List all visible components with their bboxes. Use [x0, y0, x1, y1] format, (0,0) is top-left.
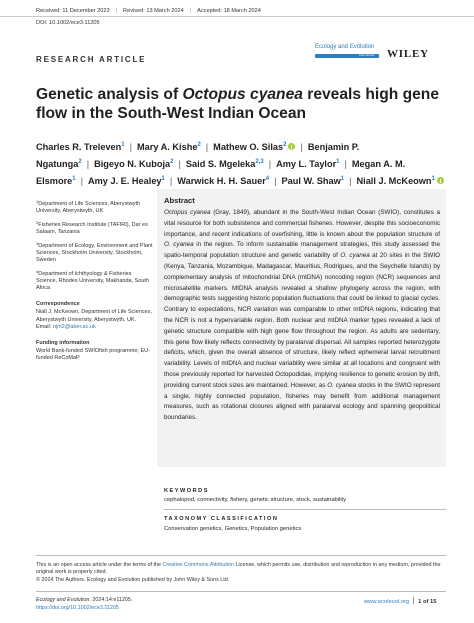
author-separator: |: [205, 142, 209, 152]
abstract-seg-2: in the region. To inform sustainable management strategies, this study assessed the spatio-temporal population structure and genetic variability of: [164, 241, 440, 260]
orcid-icon[interactable]: [437, 177, 444, 184]
author-affiliation-ref: 4: [265, 176, 270, 183]
author: [36, 142, 125, 152]
email-link[interactable]: njm2@aber.ac.uk: [52, 323, 96, 330]
citation-journal: Ecology and Evolution: [36, 597, 90, 603]
footer-divider: [36, 591, 446, 592]
publisher-logo[interactable]: WILEY: [387, 48, 429, 60]
author: [177, 176, 269, 186]
abstract-species-2: O. cyanea: [164, 241, 194, 249]
abstract-box: [157, 189, 446, 467]
author-separator: |: [274, 176, 277, 187]
title-species: Octopus cyanea: [182, 86, 303, 103]
author-name: Amy L. Taylor: [276, 159, 337, 170]
author: [282, 176, 345, 186]
abstract-seg-4: stocks in the SWIO represent a single, highly connected population, fisheries may benefit from additional management measures, such as rotational closures aligned with paralarval ecology and spanning geopolitical boundaries.: [164, 381, 441, 422]
author-affiliation-ref: 2: [78, 159, 82, 166]
journal-name[interactable]: Ecology and Evolution: [315, 44, 375, 50]
affiliation: [36, 240, 154, 265]
affiliation: [36, 198, 154, 215]
keywords-heading: KEYWORDS: [164, 488, 209, 494]
author: [213, 142, 295, 152]
author-separator: |: [169, 176, 173, 187]
license-notice: [36, 562, 446, 584]
correspondence-text: Niall J. McKeown, Department of Life Sciences, Aberystwyth University, Aberystwyth, UK.: [36, 309, 152, 323]
license-post: License, which permits use, distribution and reproduction in any medium, provided the original work is properly cited.: [36, 562, 441, 576]
doi: DOI: 10.1002/ece3.11205: [36, 20, 100, 26]
author-name: Megan A. M. Elsmore: [36, 159, 406, 187]
affiliation-number: 1: [36, 199, 39, 204]
revised-date: Revised: 13 March 2024: [123, 8, 184, 14]
author-name: Paul W. Shaw: [281, 176, 341, 187]
header-divider: [0, 16, 474, 17]
author-separator: |: [344, 159, 347, 170]
funding-heading: Funding information: [36, 340, 90, 347]
page-number: 1 of 15: [418, 599, 437, 605]
article-dates: Received: 11 December 2023 | Revised: 13 March 2024 | Accepted: 18 March 2024: [36, 8, 261, 14]
keywords-divider: [164, 509, 446, 510]
author-name: Said S. Mgeleka: [185, 159, 256, 170]
author: [94, 159, 173, 169]
affiliation-text: Department of Life Sciences, Aberystwyth University, Aberystwyth, UK: [36, 201, 141, 215]
open-access-tag: Open Access: [359, 53, 375, 57]
affiliation-text: Department of Ecology, Environment and Plant Sciences, Stockholm University, Stockholm, Sweden: [36, 242, 153, 263]
left-column: [36, 198, 154, 363]
citation: [36, 597, 132, 612]
footer-separator: [413, 597, 414, 604]
license-divider: [36, 555, 446, 556]
license-link[interactable]: Creative Commons Attribution: [162, 562, 235, 568]
correspondence-heading: Correspondence: [36, 301, 80, 308]
title-part1: Genetic analysis of: [36, 86, 183, 103]
taxonomy-text: Conservation genetics, Genetics, Population genetics: [164, 526, 302, 532]
article-title: [36, 86, 446, 123]
affiliation-number: 2: [36, 219, 39, 225]
author-affiliation-ref: 1: [72, 176, 76, 183]
abstract-heading: Abstract: [164, 196, 195, 205]
author-separator: |: [268, 159, 272, 170]
license-pre: This is an open access article under the terms of the: [36, 562, 163, 568]
received-date: Received: 11 December 2023: [36, 8, 110, 14]
author: [186, 159, 264, 169]
abstract-text: [164, 208, 440, 424]
author-affiliation-ref: 1: [336, 159, 340, 166]
taxonomy-heading: TAXONOMY CLASSIFICATION: [164, 516, 279, 522]
author-name: Mathew O. Silas: [213, 142, 284, 152]
author-name: Niall J. McKeown: [356, 176, 432, 187]
author-separator: |: [80, 176, 83, 187]
author-affiliation-ref: 2: [283, 142, 287, 148]
correspondence-email: [36, 324, 154, 331]
author-separator: |: [300, 142, 303, 152]
abstract-seg-3: at 20 sites in the SWIO (Kenya, Tanzania, Mozambique, Madagascar, Mauritius, Rodrigues, and the Seychelle Islands) by complementary analysis of mitochondrial DNA (mtDNA) noncoding region (NCR) sequences and microsatellite markers. MtDNA analysis revealed a shallow phylogeny across the region, with demographic tests suggesting historic population fluctuations that could be linked to glacial cycles. Contrary to expectations, NCR variation was comparable to other mtDNA regions, indicating that the NCR is not a hypervariable region. Both nuclear and mtDNA marker types revealed a lack of genetic structure compatible with high gene flow throughout the region. As adults are sedentary, this gene flow likely reflects connectivity by paralarval dispersal. All samples reported heterozygote deficits, which, given the overall absence of structure, likely reflect ephemeral larval recruitment variability. Levels of mtDNA and nuclear variability were similar at all locations and congruent with those previously reported for harvested Octopodidae, implying resilience to genetic erosion by drift, providing current stock sizes are maintained. However, as: [164, 252, 440, 389]
abstract-species-4: O. cyanea: [327, 381, 357, 389]
author: [88, 176, 165, 186]
author-affiliation-ref: 1: [161, 176, 165, 183]
author-name: Bigeyo N. Kuboja: [94, 159, 171, 170]
footer-right: [364, 597, 436, 605]
affiliation-number: 4: [36, 268, 39, 274]
author-separator: |: [349, 176, 352, 187]
orcid-icon[interactable]: [288, 143, 295, 150]
author-list: [36, 138, 446, 190]
article-type: RESEARCH ARTICLE: [36, 55, 147, 64]
author-affiliation-ref: 1: [121, 142, 125, 148]
affiliations: [36, 198, 154, 292]
journal-branding: [313, 44, 439, 64]
affiliation: [36, 219, 154, 236]
author-name: Benjamin P. Ngatunga: [36, 142, 360, 170]
abstract-species-1: Octopus cyanea: [164, 209, 211, 216]
author-name: Amy J. E. Healey: [88, 176, 162, 187]
affiliation-text: Fisheries Research Institute (TAFIRI), Dar es Salaam, Tanzania: [36, 221, 148, 235]
author-affiliation-ref: 2: [197, 142, 201, 148]
keywords-text: cephalopod, connectivity, fishery, genetic structure, stock, sustainability: [164, 497, 347, 503]
author-affiliation-ref: 1: [431, 176, 435, 183]
author-affiliation-ref: 1: [340, 176, 345, 183]
citation-volume: . 2024;14:e11205.: [89, 597, 133, 603]
author: [276, 159, 339, 169]
abstract-species-3: O. cyanea: [340, 252, 370, 260]
affiliation-number: 3: [36, 240, 39, 246]
title-part2: reveals high gene flow in the South-West Indian Ocean: [36, 86, 440, 122]
author-affiliation-ref: 2,3: [255, 159, 264, 166]
author-affiliation-ref: 2: [170, 159, 174, 166]
email-label: Email:: [36, 323, 53, 330]
website-link[interactable]: www.ecolevol.org: [364, 599, 410, 605]
accepted-date: Accepted: 18 March 2024: [197, 8, 261, 14]
copyright: © 2024 The Authors. Ecology and Evolution published by John Wiley & Sons Ltd.: [36, 576, 230, 583]
doi-link[interactable]: https://doi.org/10.1002/ece3.11205: [36, 604, 119, 611]
affiliation-text: Department of Ichthyology & Fisheries Science, Rhodes University, Makhanda, South Africa: [36, 270, 150, 291]
affiliation: [36, 268, 154, 293]
author-separator: |: [86, 159, 90, 170]
author-name: Charles R. Treleven: [36, 142, 122, 152]
author-separator: |: [129, 142, 133, 152]
author: [137, 142, 201, 152]
author-name: Warwick H. H. Sauer: [177, 176, 266, 187]
abstract-seg-1: (Gray, 1849), abundant in the South-West Indian Ocean (SWIO), constitutes a vital resource for both subsistence and commercial fisheries. However, despite this socioeconomic importance, and recent indications of overfishing, little is known about the population structure of: [164, 209, 440, 238]
author-name: Mary A. Kishe: [137, 142, 198, 152]
author: [357, 176, 444, 186]
author-separator: |: [178, 159, 181, 170]
funding-text: World Bank-funded SWIOfish programme; EU-funded ReCoMaP: [36, 348, 150, 362]
